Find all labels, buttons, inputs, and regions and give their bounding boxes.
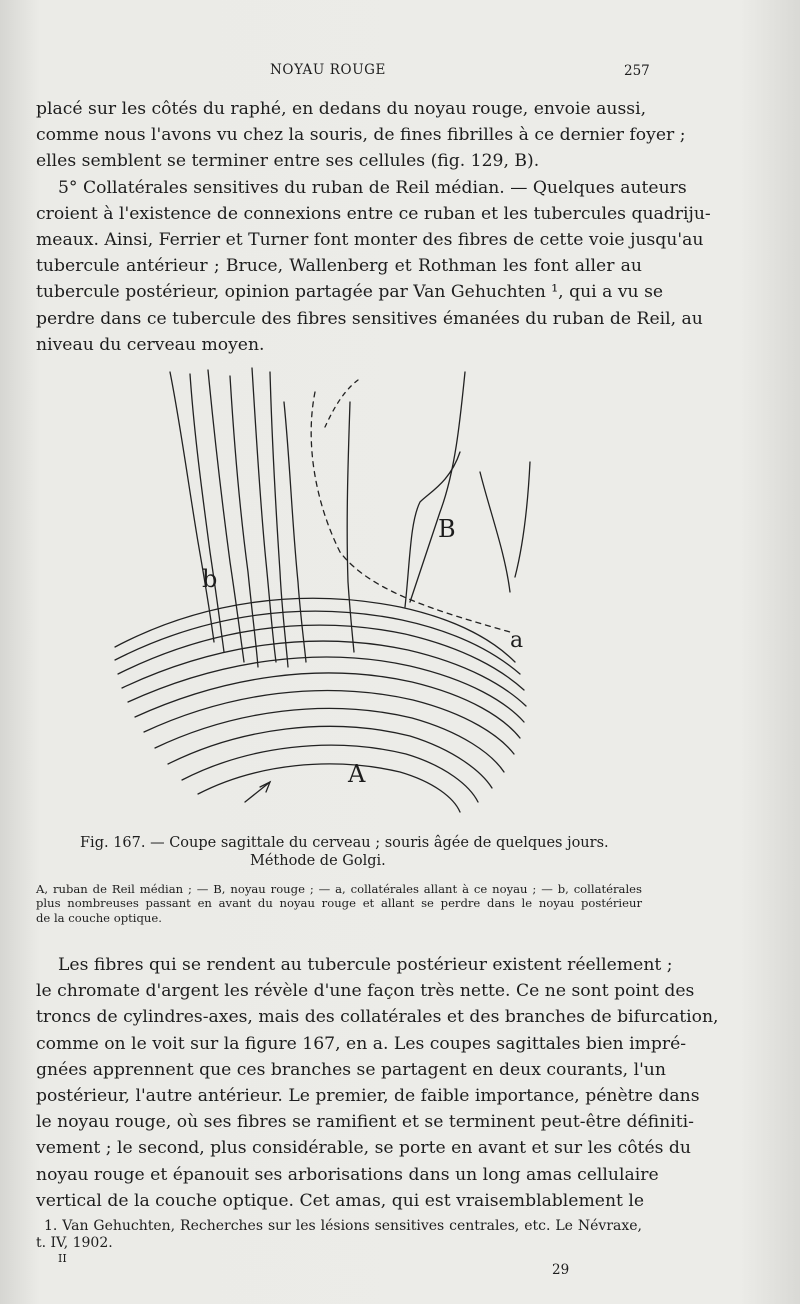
top-paragraph [36,96,711,358]
page-number: 257 [624,63,650,79]
text-line: meaux. Ainsi, Ferrier et Turner font monter des fibres de cette voie jusqu'au [36,230,704,251]
text-line: placé sur les côtés du raphé, en dedans du noyau rouge, envoie aussi, [36,99,647,119]
figure-caption: Fig. 167. — Coupe sagittale du cerveau ; souris âgée de quelques jours. [80,835,609,851]
text-line: niveau du cerveau moyen. [36,334,265,355]
figure-label-b: b [202,565,218,593]
legend-line: plus nombreuses passant en avant du noyau rouge et allant se perdre dans le noyau postérieur [36,896,642,911]
text-line: elles semblent se terminer entre ses cellules (fig. 129, B). [36,151,540,172]
signature-mark: II [58,1252,67,1265]
figure-label-A: A [348,760,366,788]
text-line: Les fibres qui se rendent au tubercule postérieur existent réellement ; [58,955,673,975]
text-line: le noyau rouge, où ses fibres se ramifient et se terminent peut-être définiti- [36,1112,694,1133]
figure-label-B: B [438,515,456,543]
text-line: noyau rouge et épanouit ses arborisations dans un long amas cellulaire [36,1164,659,1185]
footnote-line: t. IV, 1902. [36,1235,113,1251]
running-title: NOYAU ROUGE [270,62,387,78]
figure-label-a: a [510,628,524,653]
bottom-paragraph [36,952,719,1214]
text-line: postérieur, l'autre antérieur. Le premier, de faible importance, pénètre dans [36,1086,700,1107]
text-line: perdre dans ce tubercule des fibres sensitives émanées du ruban de Reil, au [36,308,703,329]
text-line: vement ; le second, plus considérable, se porte en avant et sur les côtés du [36,1138,691,1159]
text-line: comme on le voit sur la figure 167, en a. Les coupes sagittales bien impré- [36,1033,687,1054]
text-line: le chromate d'argent les révèle d'une façon très nette. Ce ne sont point des [36,981,695,1002]
figure-legend [36,882,642,925]
footnote-line: 1. Van Gehuchten, Recherches sur les lésions sensitives centrales, etc. Le Névraxe, [44,1218,642,1234]
text-line: comme nous l'avons vu chez la souris, de fines fibrilles à ce dernier foyer ; [36,125,686,146]
text-line: croient à l'existence de connexions entre ce ruban et les tubercules quadriju- [36,203,711,224]
text-line: troncs de cylindres-axes, mais des collatérales et des branches de bifurcation, [36,1007,719,1028]
footnote [36,1218,642,1252]
text-line: tubercule postérieur, opinion partagée par Van Gehuchten ¹, qui a vu se [36,282,664,303]
text-line: vertical de la couche optique. Cet amas, qui est vraisemblablement le [36,1190,645,1211]
text-line: tubercule antérieur ; Bruce, Wallenberg et Rothman les font aller au [36,256,642,277]
legend-line: A, ruban de Reil médian ; — B, noyau rouge ; — a, collatérales allant à ce noyau ; — b, collatérales [36,882,642,896]
section-heading-line: 5° Collatérales sensitives du ruban de Reil médian. — Quelques auteurs [58,177,687,198]
legend-line: de la couche optique. [36,910,162,925]
running-head [0,62,800,82]
golgi-figure [110,362,550,822]
text-line: gnées apprennent que ces branches se partagent en deux courants, l'un [36,1059,666,1080]
figure-caption-method: Méthode de Golgi. [250,853,386,869]
signature-number: 29 [552,1262,570,1278]
